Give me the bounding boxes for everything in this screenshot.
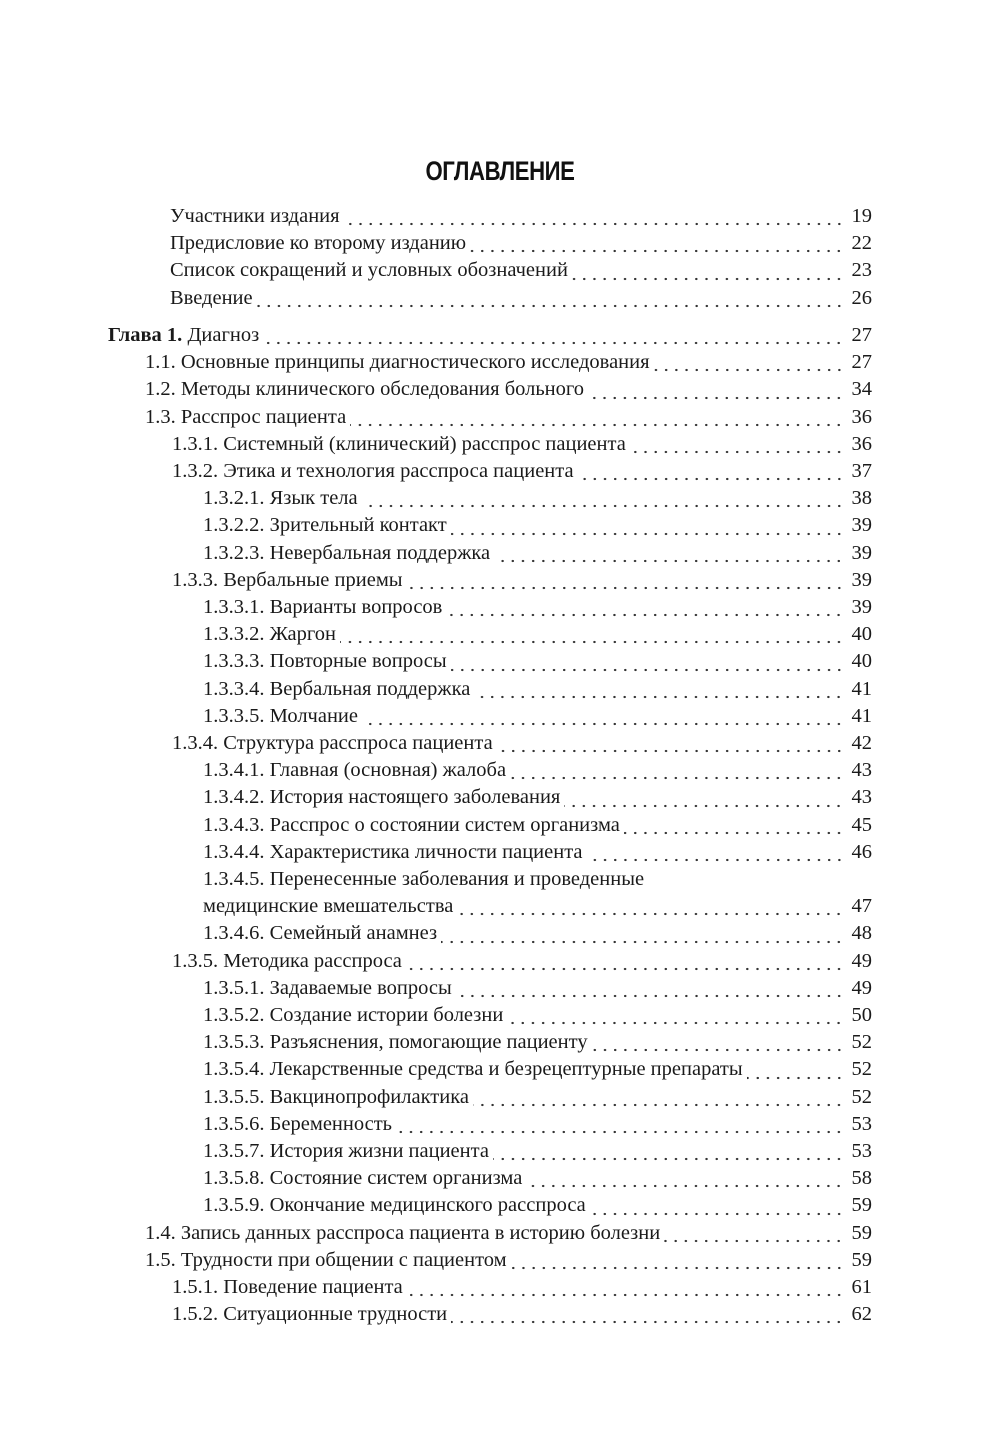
- entry-title: 1.3.5.5. Вакцинопрофилактика: [203, 1085, 469, 1108]
- entry-title: 1.3.2.3. Невербальная поддержка: [203, 541, 491, 564]
- dot-leader: [362, 486, 844, 508]
- page-number: 59: [851, 1221, 872, 1244]
- entry-title: 1.3.5.2. Создание истории болезни: [203, 1003, 504, 1026]
- entry-title: Список сокращений и условных обозначений: [170, 259, 568, 282]
- entry-title: 1.3.4.5. Перенесенные заболевания и проведенные: [203, 867, 645, 890]
- page-number: 39: [851, 595, 872, 618]
- entry-title: Участники издания: [170, 204, 340, 227]
- dot-leader: [592, 1030, 844, 1052]
- toc-entry[interactable]: [203, 703, 872, 730]
- toc-entry[interactable]: [203, 1029, 872, 1056]
- dot-leader: [654, 350, 844, 372]
- entry-title: 1.2. Методы клинического обследования больного: [145, 378, 585, 401]
- toc-entry[interactable]: [172, 730, 872, 757]
- dot-leader: [494, 541, 844, 563]
- toc-entry-chapter[interactable]: [108, 322, 872, 349]
- dot-leader: [456, 976, 844, 998]
- entry-title: 1.3.3.3. Повторные вопросы: [203, 650, 447, 673]
- toc-entry[interactable]: [203, 1056, 872, 1083]
- page-number: 59: [851, 1194, 872, 1217]
- entry-title: 1.3.5.6. Беременность: [203, 1112, 393, 1135]
- entry-title: 1.3.3.2. Жаргон: [203, 623, 336, 646]
- page-number: 61: [851, 1275, 872, 1298]
- toc-entry[interactable]: [172, 948, 872, 975]
- page-number: 42: [851, 731, 872, 754]
- page-number: 46: [851, 840, 872, 863]
- page-number: 62: [851, 1303, 872, 1326]
- toc-entry[interactable]: [170, 257, 872, 284]
- page-number: 26: [851, 286, 872, 309]
- toc-entry[interactable]: [203, 594, 872, 621]
- entry-title: 1.3.5.3. Разъяснения, помогающие пациенту: [203, 1031, 588, 1054]
- toc-entry[interactable]: [203, 1192, 872, 1219]
- entry-title: 1.3.2.1. Язык тела: [203, 487, 358, 510]
- toc-entry[interactable]: [203, 540, 872, 567]
- dot-leader: [507, 1003, 844, 1025]
- page-number: 58: [851, 1167, 872, 1190]
- entry-title: 1.5. Трудности при общении с пациентом: [145, 1248, 507, 1271]
- dot-leader: [747, 1058, 844, 1080]
- chapter-prefix: Глава 1.: [108, 323, 183, 346]
- dot-leader: [572, 259, 844, 281]
- page-number: 52: [851, 1031, 872, 1054]
- dot-leader: [588, 378, 844, 400]
- dot-leader: [407, 568, 844, 590]
- toc-entry[interactable]: [203, 839, 872, 866]
- toc-entry[interactable]: [203, 1084, 872, 1111]
- page-number: 41: [851, 704, 872, 727]
- page-number: 39: [851, 541, 872, 564]
- page-number: 41: [851, 677, 872, 700]
- toc-entry[interactable]: [203, 757, 872, 784]
- entry-title: 1.5.2. Ситуационные трудности: [172, 1303, 448, 1326]
- dot-leader: [362, 704, 844, 726]
- toc-entry[interactable]: [203, 812, 872, 839]
- toc-entry[interactable]: [172, 1301, 872, 1328]
- toc-entry[interactable]: [203, 648, 872, 675]
- page-number: 52: [851, 1058, 872, 1081]
- dot-leader: [564, 786, 844, 808]
- page-number: 19: [851, 204, 872, 227]
- entry-title: 1.3.2.2. Зрительный контакт: [203, 514, 447, 537]
- dot-leader: [441, 922, 844, 944]
- page-number: 27: [851, 323, 872, 346]
- dot-leader: [446, 595, 844, 617]
- toc-entry[interactable]: [145, 404, 872, 431]
- entry-title: 1.3.5.4. Лекарственные средства и безрецептурные препараты: [203, 1058, 743, 1081]
- entry-title: 1.3.4.2. История настоящего заболевания: [203, 786, 561, 809]
- dot-leader: [590, 1194, 844, 1216]
- dot-leader: [493, 1139, 844, 1161]
- toc-entry[interactable]: [145, 1247, 872, 1274]
- dot-leader: [451, 650, 844, 672]
- page-number: 39: [851, 514, 872, 537]
- page-number: 37: [851, 459, 872, 482]
- page-number: 52: [851, 1085, 872, 1108]
- entry-title: 1.3.5.7. История жизни пациента: [203, 1139, 489, 1162]
- page-number: 49: [851, 976, 872, 999]
- entry-title: 1.5.1. Поведение пациента: [172, 1275, 403, 1298]
- toc-entry[interactable]: [170, 203, 872, 230]
- toc-entry[interactable]: [203, 621, 872, 648]
- toc-entry[interactable]: [172, 1274, 872, 1301]
- toc-entry[interactable]: [172, 458, 872, 485]
- page-number: 34: [851, 378, 872, 401]
- entry-title: 1.3.1. Системный (клинический) расспрос пациента: [172, 432, 626, 455]
- page-number: 53: [851, 1139, 872, 1162]
- dot-leader: [350, 405, 844, 427]
- entry-title: медицинские вмешательства: [203, 895, 454, 918]
- toc-entry[interactable]: [203, 676, 872, 703]
- entry-title: 1.3.2. Этика и технология расспроса пациента: [172, 459, 574, 482]
- dot-leader: [624, 813, 844, 835]
- entry-title: 1.3.3. Вербальные приемы: [172, 568, 403, 591]
- toc-entry[interactable]: [203, 784, 872, 811]
- dot-leader: [578, 459, 844, 481]
- page-number: 43: [851, 759, 872, 782]
- page-number: 23: [851, 259, 872, 282]
- entry-title: 1.3.5. Методика расспроса: [172, 949, 402, 972]
- page-number: 59: [851, 1248, 872, 1271]
- entry-title: 1.3.4.6. Семейный анамнез: [203, 922, 438, 945]
- dot-leader: [511, 1248, 844, 1270]
- dot-leader: [457, 894, 844, 916]
- toc-entry[interactable]: [172, 431, 872, 458]
- entry-title: 1.4. Запись данных расспроса пациента в историю болезни: [145, 1221, 661, 1244]
- entry-title: 1.3.4.3. Расспрос о состоянии систем организма: [203, 813, 620, 836]
- dot-leader: [263, 323, 844, 345]
- toc-entry[interactable]: [203, 1138, 872, 1165]
- page-number: 39: [851, 568, 872, 591]
- toc-entry[interactable]: [170, 285, 872, 312]
- page-number: 50: [851, 1003, 872, 1026]
- entry-title: 1.3.5.8. Состояние систем организма: [203, 1167, 523, 1190]
- dot-leader: [510, 758, 844, 780]
- page-title: ОГЛАВЛЕНИЕ: [425, 156, 575, 186]
- toc-entry[interactable]: [170, 230, 872, 257]
- entry-title: 1.1. Основные принципы диагностического исследования: [145, 351, 650, 374]
- toc-entry[interactable]: [203, 975, 872, 1002]
- page-number: 43: [851, 786, 872, 809]
- toc-entry[interactable]: [145, 1220, 872, 1247]
- page-number: 22: [851, 232, 872, 255]
- page-number: 40: [851, 623, 872, 646]
- toc-entry[interactable]: [203, 1002, 872, 1029]
- toc-entry[interactable]: [145, 376, 872, 403]
- toc-entry[interactable]: [172, 567, 872, 594]
- page-number: 36: [851, 405, 872, 428]
- toc-entry[interactable]: [203, 1111, 872, 1138]
- entry-title: 1.3.3.4. Вербальная поддержка: [203, 677, 471, 700]
- toc-entry[interactable]: [203, 1165, 872, 1192]
- page-number: 49: [851, 949, 872, 972]
- dot-leader: [396, 1112, 844, 1134]
- dot-leader: [257, 286, 844, 308]
- dot-leader: [526, 1166, 844, 1188]
- entry-title: 1.3.3.1. Варианты вопросов: [203, 595, 443, 618]
- chapter-title: Диагноз: [187, 323, 260, 346]
- page-number: 36: [851, 432, 872, 455]
- toc-entry[interactable]: [203, 512, 872, 539]
- dot-leader: [451, 514, 844, 536]
- page-number: 47: [851, 895, 872, 918]
- toc-entry[interactable]: [203, 920, 872, 947]
- dot-leader: [474, 677, 844, 699]
- dot-leader: [406, 949, 844, 971]
- entry-title: Предисловие ко второму изданию: [170, 232, 467, 255]
- entry-title: 1.3.5.9. Окончание медицинского расспроса: [203, 1194, 586, 1217]
- toc-entry[interactable]: [203, 866, 872, 893]
- page-number: 40: [851, 650, 872, 673]
- dot-leader: [473, 1085, 844, 1107]
- toc-entry[interactable]: [203, 485, 872, 512]
- page-number: 38: [851, 487, 872, 510]
- dot-leader: [630, 432, 844, 454]
- entry-title: 1.3.3.5. Молчание: [203, 704, 359, 727]
- entry-title: Введение: [170, 286, 253, 309]
- toc-entry[interactable]: [145, 349, 872, 376]
- dot-leader: [451, 1302, 844, 1324]
- page-number: 48: [851, 922, 872, 945]
- dot-leader: [344, 204, 844, 226]
- entry-title: 1.3.4. Структура расспроса пациента: [172, 731, 493, 754]
- dot-leader: [470, 231, 844, 253]
- page-number: 45: [851, 813, 872, 836]
- entry-title: 1.3.5.1. Задаваемые вопросы: [203, 976, 452, 999]
- dot-leader: [664, 1221, 844, 1243]
- entry-title: 1.3.4.1. Главная (основная) жалоба: [203, 759, 507, 782]
- entry-title: 1.3.4.4. Характеристика личности пациента: [203, 840, 583, 863]
- dot-leader: [407, 1275, 844, 1297]
- page-number: 53: [851, 1112, 872, 1135]
- dot-leader: [497, 731, 844, 753]
- entry-title: 1.3. Расспрос пациента: [145, 405, 347, 428]
- dot-leader: [340, 622, 844, 644]
- page-number: 27: [851, 351, 872, 374]
- dot-leader: [587, 840, 844, 862]
- toc-entry[interactable]: [203, 893, 872, 920]
